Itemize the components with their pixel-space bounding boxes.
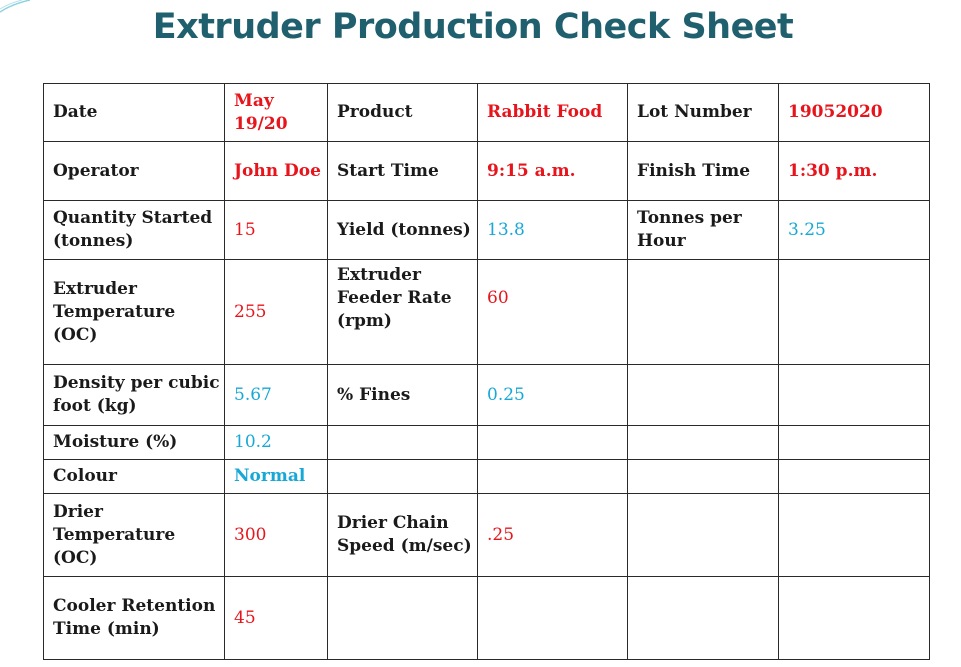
moisture-value: 10.2	[225, 426, 328, 460]
empty-cell	[628, 426, 779, 460]
table-row-operator	[44, 142, 930, 201]
yield-value: 13.8	[478, 201, 628, 260]
table-row-density	[44, 365, 930, 426]
empty-cell	[628, 494, 779, 577]
table-row-moisture	[44, 426, 930, 460]
empty-cell	[628, 460, 779, 494]
empty-cell	[779, 426, 930, 460]
empty-cell	[478, 577, 628, 660]
fines-label: % Fines	[328, 365, 478, 426]
extruder-feeder-rate-label: Extruder Feeder Rate (rpm)	[328, 260, 478, 365]
operator-value: John Doe	[225, 142, 328, 201]
empty-cell	[779, 460, 930, 494]
empty-cell	[628, 260, 779, 365]
start-time-value: 9:15 a.m.	[478, 142, 628, 201]
drier-temperature-value: 300	[225, 494, 328, 577]
product-label: Product	[328, 84, 478, 142]
date-value: May 19/20	[225, 84, 328, 142]
cooler-retention-time-label: Cooler Retention Time (min)	[44, 577, 225, 660]
table-row-colour	[44, 460, 930, 494]
density-label: Density per cubic foot (kg)	[44, 365, 225, 426]
tonnes-per-hour-value: 3.25	[779, 201, 930, 260]
lot-number-label: Lot Number	[628, 84, 779, 142]
empty-cell	[779, 577, 930, 660]
empty-cell	[628, 365, 779, 426]
moisture-label: Moisture (%)	[44, 426, 225, 460]
tonnes-per-hour-label: Tonnes per Hour	[628, 201, 779, 260]
empty-cell	[478, 426, 628, 460]
quantity-started-label: Quantity Started (tonnes)	[44, 201, 225, 260]
extruder-feeder-rate-value: 60	[478, 260, 628, 365]
drier-chain-speed-label: Drier Chain Speed (m/sec)	[328, 494, 478, 577]
finish-time-value: 1:30 p.m.	[779, 142, 930, 201]
page-title: Extruder Production Check Sheet	[152, 7, 794, 47]
extruder-temperature-label-text: Extruder Temperature (OC)	[53, 278, 176, 345]
finish-time-label: Finish Time	[628, 142, 779, 201]
quantity-started-value: 15	[225, 201, 328, 260]
cooler-retention-time-value: 45	[225, 577, 328, 660]
empty-cell	[628, 577, 779, 660]
empty-cell	[328, 426, 478, 460]
table-row-quantity	[44, 201, 930, 260]
drier-temperature-label: Drier Temperature (OC)	[44, 494, 225, 577]
date-label: Date	[44, 84, 225, 142]
empty-cell	[328, 460, 478, 494]
table-row-drier	[44, 494, 930, 577]
empty-cell	[328, 577, 478, 660]
empty-cell	[779, 494, 930, 577]
colour-value: Normal	[225, 460, 328, 494]
product-value: Rabbit Food	[478, 84, 628, 142]
empty-cell	[478, 460, 628, 494]
drier-chain-speed-value: .25	[478, 494, 628, 577]
lot-number-value: 19052020	[779, 84, 930, 142]
start-time-label: Start Time	[328, 142, 478, 201]
table-row-cooler	[44, 577, 930, 660]
colour-label: Colour	[44, 460, 225, 494]
fines-value: 0.25	[478, 365, 628, 426]
table-row-extruder	[44, 260, 930, 365]
extruder-temperature-value: 255	[225, 260, 328, 365]
check-sheet-table	[43, 83, 930, 660]
density-value: 5.67	[225, 365, 328, 426]
empty-cell	[779, 260, 930, 365]
extruder-temperature-label	[44, 260, 225, 365]
yield-label: Yield (tonnes)	[328, 201, 478, 260]
table-row-date	[44, 84, 930, 142]
empty-cell	[779, 365, 930, 426]
operator-label: Operator	[44, 142, 225, 201]
